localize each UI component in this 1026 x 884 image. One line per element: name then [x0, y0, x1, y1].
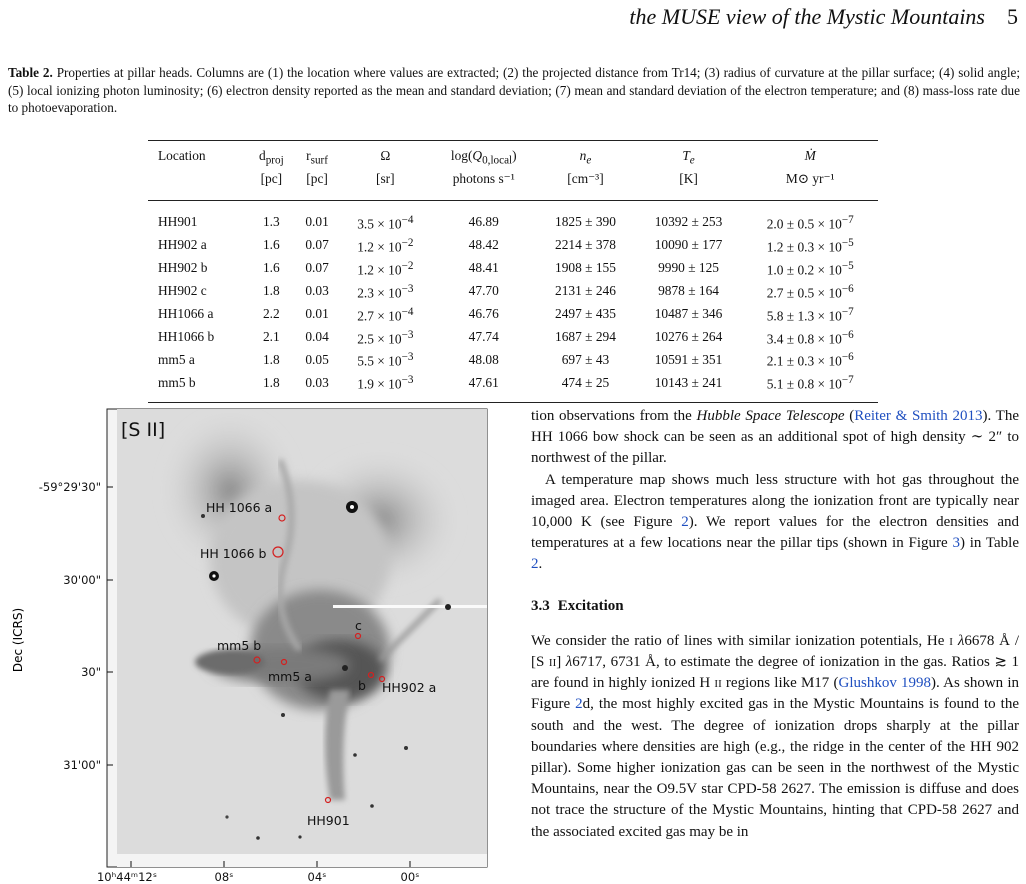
cell-location: HH902 a — [158, 236, 207, 252]
table-row — [148, 280, 878, 303]
cell-dproj: 2.2 — [262, 305, 280, 321]
label-hh1066b: HH 1066 b — [200, 546, 267, 561]
cell-omega: $1.9 \times 10^{-3}$ — [340, 371, 432, 402]
y-axis-label: Dec (ICRS) — [11, 607, 25, 673]
xtick-1: 10ʰ44ᵐ12ˢ — [96, 870, 158, 884]
label-hh902a: HH902 a — [382, 680, 437, 695]
label-mm5b: mm5 b — [217, 638, 262, 653]
col-location: Location — [148, 141, 248, 170]
cell-mdot: $5.1 \pm 0.8 \times 10^{-7}$ — [742, 371, 878, 402]
col-te: $T_e$ — [635, 141, 743, 170]
table-row — [148, 234, 878, 257]
table-label: Table 2. — [8, 65, 53, 80]
cell-omega: $2.5 \times 10^{-3}$ — [357, 328, 414, 346]
cell-omega: $2.3 \times 10^{-3}$ — [357, 282, 414, 301]
cell-q0: 48.08 — [468, 351, 499, 367]
cell-location: HH902 c — [158, 282, 207, 298]
cell-omega: $2.7 \times 10^{-4}$ — [357, 305, 414, 324]
cell-ne: 2497 ± 435 — [555, 305, 616, 321]
cell-dproj: 1.3 — [262, 213, 280, 229]
table-header-row — [148, 141, 878, 170]
table-row — [148, 303, 878, 326]
xtick-2: 08ˢ — [214, 870, 234, 884]
cell-rsurf: 0.01 — [305, 305, 329, 321]
col-rsurf: $r_{surf}$ — [295, 141, 340, 170]
unit-mdot: M⊙ yr⁻¹ — [742, 170, 878, 201]
cell-te: 10591 ± 351 — [654, 351, 723, 367]
col-dproj: $d_{proj}$ — [248, 141, 295, 170]
cell-rsurf: 0.04 — [305, 328, 329, 344]
cell-omega: $1.2 \times 10^{-2}$ — [357, 259, 414, 278]
cell-location: mm5 a — [158, 351, 195, 367]
col-ne: $n_e$ — [536, 141, 634, 170]
cell-mdot: $2.1 \pm 0.3 \times 10^{-6}$ — [766, 351, 854, 369]
label-mm5a: mm5 a — [268, 669, 312, 684]
paragraph-2: A temperature map shows much less structure with hot gas throughout the imaged area. Electron temperatures along the ionization front are typically near 10,000 K (see Figure 2). We report values for the electron densities and temperatures at a few locations near the pillar tips (shown in Figure 3) in Table 2. — [531, 471, 1019, 573]
cell-te: 10143 ± 241 — [635, 371, 743, 402]
cell-omega: $1.2 \times 10^{-2}$ — [357, 236, 414, 255]
label-hh901: HH901 — [307, 813, 350, 828]
ytick-1: -59°29'30" — [38, 480, 101, 494]
label-c: c — [355, 618, 362, 633]
cell-ne: 1825 ± 390 — [555, 213, 616, 229]
cell-location: HH1066 a — [158, 305, 214, 321]
cell-location: HH901 — [158, 213, 198, 229]
cell-dproj: 1.6 — [262, 236, 280, 252]
table-body — [148, 200, 878, 403]
table-row — [148, 257, 878, 280]
cell-location: HH902 b — [158, 259, 208, 275]
cell-te: 10276 ± 264 — [654, 328, 723, 344]
cell-location: HH1066 b — [158, 328, 215, 344]
col-q0: $\log(Q_{0,local})$ — [431, 141, 536, 170]
running-header — [629, 4, 1018, 30]
col-mdot: Ṁ — [742, 141, 878, 170]
xtick-3: 04ˢ — [307, 870, 327, 884]
cell-te: 9878 ± 164 — [658, 282, 719, 298]
col-omega: Ω — [340, 141, 432, 170]
table-row — [148, 326, 878, 349]
cell-mdot: $1.0 \pm 0.2 \times 10^{-5}$ — [766, 259, 854, 278]
cell-te: 10487 ± 346 — [654, 305, 723, 321]
cell-mdot: $2.7 \pm 0.5 \times 10^{-6}$ — [766, 282, 854, 301]
unit-rsurf: [pc] — [295, 170, 340, 201]
cell-dproj: 1.8 — [262, 282, 280, 298]
cell-rsurf: 0.01 — [305, 213, 329, 229]
cell-te: 9990 ± 125 — [658, 259, 719, 275]
cell-q0: 46.89 — [468, 213, 499, 229]
cell-q0: 46.76 — [468, 305, 499, 321]
cell-omega: $3.5 \times 10^{-4}$ — [357, 213, 414, 232]
unit-location — [148, 170, 248, 201]
cell-dproj: 1.6 — [262, 259, 280, 275]
cell-rsurf: 0.05 — [305, 351, 329, 367]
label-hh1066a: HH 1066 a — [206, 500, 273, 515]
cell-q0: 47.70 — [468, 282, 499, 298]
page-number: 5 — [1007, 4, 1018, 29]
table-units-row — [148, 170, 878, 201]
properties-table — [148, 140, 878, 403]
sii-map-figure — [0, 400, 500, 884]
cell-te: 10392 ± 253 — [654, 213, 723, 229]
table-row — [148, 348, 878, 371]
cell-rsurf: 0.07 — [305, 259, 329, 275]
cell-mdot: $3.4 \pm 0.8 \times 10^{-6}$ — [766, 328, 854, 346]
y-axis — [39, 480, 113, 772]
paragraph-1: tion observations from the Hubble Space Telescope (Reiter & Smith 2013). The HH 1066 bow shock can be seen as an additional spot of high density ∼ 2″ to northwest of the pillar. — [531, 408, 1019, 467]
cell-q0: 48.42 — [468, 236, 499, 252]
running-title: the MUSE view of the Mystic Mountains — [629, 4, 985, 29]
nebula-image — [117, 409, 493, 867]
cell-rsurf: 0.03 — [305, 282, 329, 298]
body-column — [531, 406, 1019, 884]
ytick-4: 31'00" — [63, 758, 101, 772]
cell-dproj: 1.8 — [262, 351, 280, 367]
cell-ne: 1687 ± 294 — [555, 328, 616, 344]
cell-q0: 48.41 — [468, 259, 499, 275]
cell-te: 10090 ± 177 — [654, 236, 723, 252]
cell-q0: 47.61 — [431, 371, 536, 402]
panel-label: [S II] — [121, 419, 166, 441]
unit-ne: [cm⁻³] — [536, 170, 634, 201]
ytick-2: 30'00" — [63, 573, 101, 587]
cell-ne: 474 ± 25 — [536, 371, 634, 402]
table-caption — [8, 64, 1020, 117]
ytick-3: 30" — [81, 665, 101, 679]
caption-text: Properties at pillar heads. Columns are (1) the location where values are extracted; (2) the projected distance from Tr14; (3) radius of curvature at the pillar surface; (4) solid angle; (5) local ionizing photon luminosity; (6) electron density reported as the mean and standard deviation; (7) mean and standard deviation of the electron temperature; and (8) mass-loss rate due to photoevaporation. — [8, 65, 1020, 115]
unit-omega: [sr] — [340, 170, 432, 201]
cell-ne: 2214 ± 378 — [555, 236, 616, 252]
table-row — [148, 371, 878, 402]
cell-location: mm5 b — [148, 371, 248, 402]
unit-q0: photons s⁻¹ — [431, 170, 536, 201]
cell-ne: 2131 ± 246 — [555, 282, 616, 298]
cell-rsurf: 0.07 — [305, 236, 329, 252]
section-heading: 3.3 Excitation — [531, 597, 624, 614]
cell-mdot: $5.8 \pm 1.3 \times 10^{-7}$ — [766, 305, 854, 324]
cell-dproj: 2.1 — [262, 328, 280, 344]
unit-te: [K] — [635, 170, 743, 201]
unit-dproj: [pc] — [248, 170, 295, 201]
cell-dproj: 1.8 — [248, 371, 295, 402]
paragraph-3: We consider the ratio of lines with similar ionization potentials, He i λ6678 Å / [S ii] λ6717, 6731 Å, to estimate the degree of ionization in the gas. Ratios ≳ 1 are found in highly ionized H ii regions like M17 (Glushkov 1998). As shown in Figure 2d, the most highly excited gas in the Mystic Mountains is found to the south and the west. The degree of ionization drops sharply at the pillar boundaries where densities are high (e.g., the ridge in the center of the HH 902 pillar). Some higher ionization gas can be seen in the northwest of the Mystic Mountains, near the O9.5V star CPD-58 2627. The emission is diffuse and does not trace the structure of the Mystic Mountains, hinting that CPD-58 2627 and the associated excited gas may be in — [531, 632, 1019, 840]
label-b: b — [358, 678, 366, 693]
cell-rsurf: 0.03 — [295, 371, 340, 402]
cell-ne: 697 ± 43 — [561, 351, 610, 367]
cell-ne: 1908 ± 155 — [555, 259, 616, 275]
table-row — [148, 200, 878, 233]
cell-q0: 47.74 — [468, 328, 499, 344]
cell-omega: $5.5 \times 10^{-3}$ — [357, 351, 414, 369]
cell-mdot: $2.0 \pm 0.5 \times 10^{-7}$ — [766, 213, 854, 232]
cell-mdot: $1.2 \pm 0.3 \times 10^{-5}$ — [766, 236, 854, 255]
xtick-4: 00ˢ — [400, 870, 420, 884]
